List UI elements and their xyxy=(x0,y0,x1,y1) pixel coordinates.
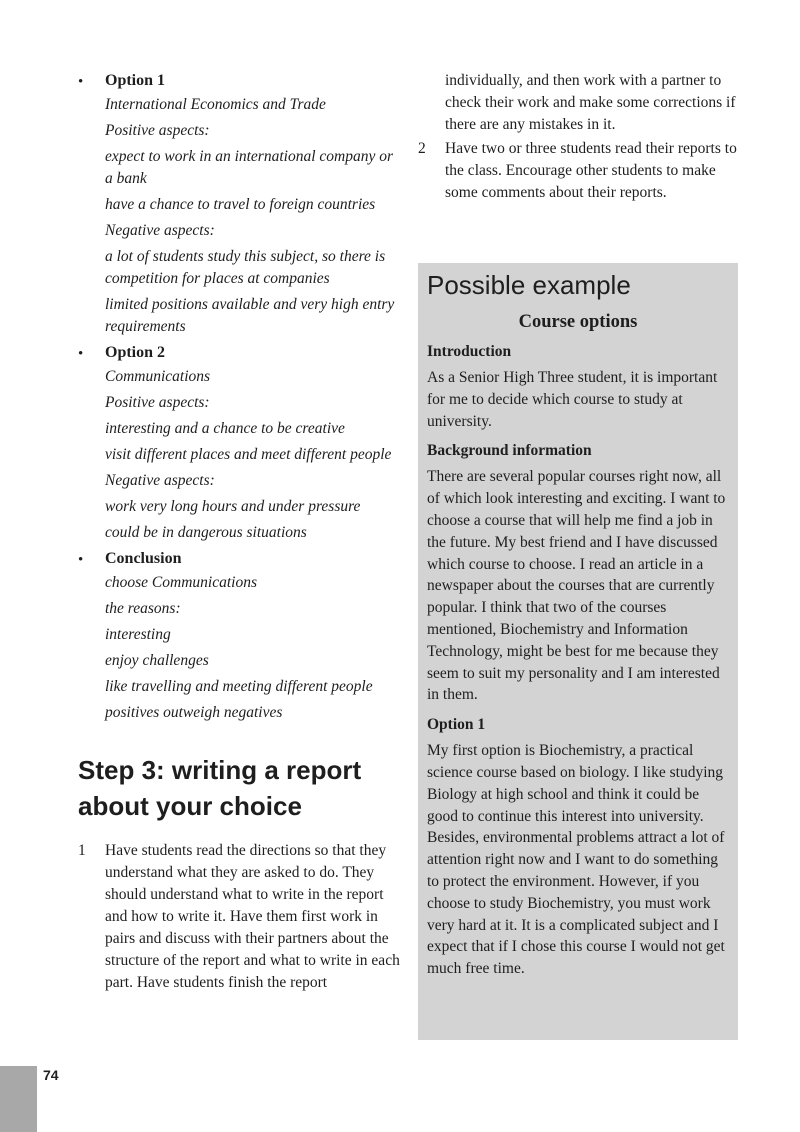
left-column xyxy=(78,70,400,994)
option-line: Negative aspects: xyxy=(105,222,215,239)
option-heading: Conclusion xyxy=(105,550,182,567)
right-column xyxy=(418,70,738,204)
option-line: enjoy challenges xyxy=(105,652,209,669)
section-heading-introduction: Introduction xyxy=(427,343,512,360)
item-text: Have two or three students read their reports to the class. Encourage other students to make some comments about their reports. xyxy=(445,140,737,201)
option-line: Positive aspects: xyxy=(105,394,210,411)
possible-example-box xyxy=(418,263,738,1040)
section-heading-background: Background information xyxy=(427,442,592,460)
option-line: expect to work in an international company or a bank xyxy=(105,148,393,187)
bullet: • xyxy=(78,552,84,568)
option-heading: Option 2 xyxy=(105,344,166,361)
bullet: • xyxy=(78,346,84,362)
section-text-introduction: As a Senior High Three student, it is important for me to decide which course to study at university. xyxy=(427,369,718,430)
option-line: Negative aspects: xyxy=(105,472,215,489)
option-line: limited positions available and very high entry requirements xyxy=(105,296,395,335)
option-1-block xyxy=(78,70,400,338)
option-line: like travelling and meeting different people xyxy=(105,678,373,695)
example-title: Possible example xyxy=(427,270,631,300)
option-line: work very long hours and under pressure xyxy=(105,498,361,515)
page-number: 74 xyxy=(43,1067,59,1083)
item-text: Have students read the directions so that they understand what they are asked to do. They should understand what to write in the report and how to write it. Have them first work in pairs and discuss with their partners about the structure of the report and what to write in each part. Have students finish the report xyxy=(105,842,400,991)
option-line: visit different places and meet different people xyxy=(105,446,392,463)
option-line: interesting and a chance to be creative xyxy=(105,420,345,437)
option-heading: Option 1 xyxy=(105,72,166,89)
option-line: interesting xyxy=(105,626,171,643)
option-line: have a chance to travel to foreign countries xyxy=(105,196,376,213)
section-heading-option-1: Option 1 xyxy=(427,716,486,734)
page-edge-tab xyxy=(0,1066,37,1132)
option-line: the reasons: xyxy=(105,600,181,617)
item-number: 1 xyxy=(78,842,86,859)
conclusion-block xyxy=(78,548,400,724)
option-line: choose Communications xyxy=(105,574,257,591)
step3-item-1 xyxy=(78,840,400,994)
section-text-background: There are several popular courses right now, all of which look interesting and exciting. I want to choose a course that will help me find a job in the future. My best friend and I have discussed which course to choose. I read an article in a newspaper about the courses that are currently popular. I think that two of the courses mentioned, Biochemistry and Information Technology, might be best for me because they seem to suit my personality and I am interested in them. xyxy=(427,468,726,704)
option-line: Communications xyxy=(105,368,211,385)
option-line: positives outweigh negatives xyxy=(105,704,283,721)
option-line: International Economics and Trade xyxy=(105,96,326,113)
bullet: • xyxy=(78,74,84,90)
option-line: a lot of students study this subject, so there is competition for places at companies xyxy=(105,248,386,287)
step3-heading: Step 3: writing a report about your choice xyxy=(78,755,362,821)
step3-item-2 xyxy=(418,138,738,204)
item-number: 2 xyxy=(418,140,426,157)
step3-item-1-continued: individually, and then work with a partner to check their work and make some corrections if there are any mistakes in it. xyxy=(445,72,736,133)
option-2-block xyxy=(78,342,400,544)
example-subtitle: Course options xyxy=(518,312,638,332)
option-line: Positive aspects: xyxy=(105,122,210,139)
section-text-option-1: My first option is Biochemistry, a practical science course based on biology. I like studying Biology at high school and think it could be good to continue this interest into university. Besides, environmental problems attract a lot of attention right now and I want to do something to protect the environment. However, if you choose to study Biochemistry, you must work very hard at it. It is a complicated subject and I expect that if I chose this course I would not get much free time. xyxy=(427,742,725,978)
option-line: could be in dangerous situations xyxy=(105,524,307,541)
